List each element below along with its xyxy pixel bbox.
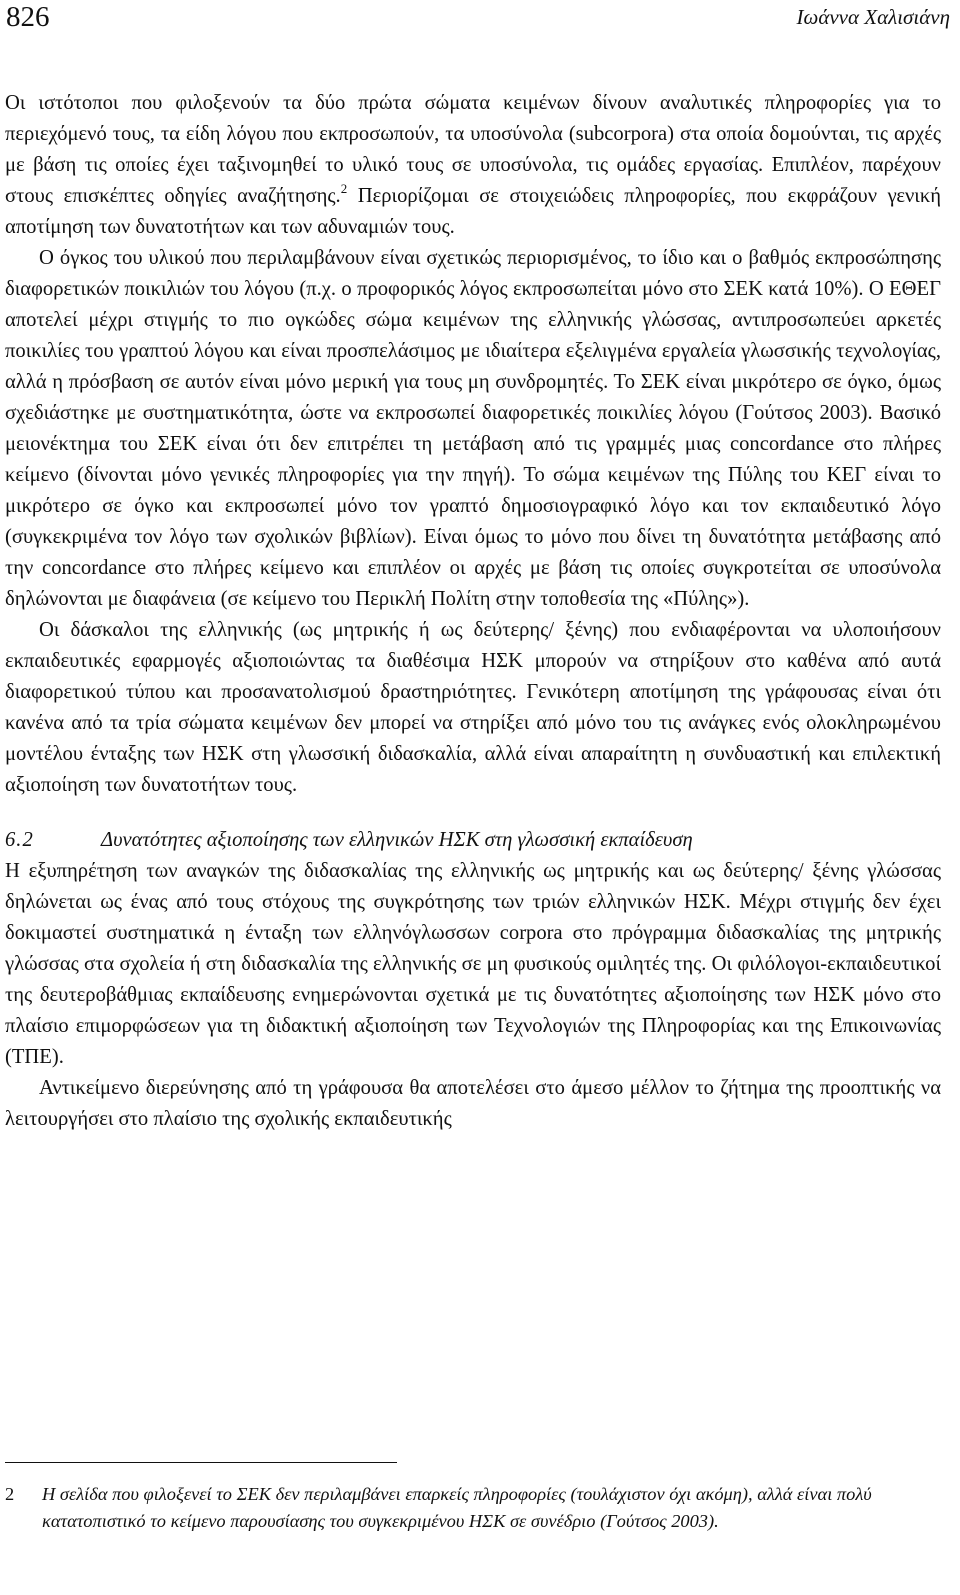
page-header bbox=[6, 0, 950, 40]
paragraph-teachers: Οι δάσκαλοι της ελληνικής (ως μητρικής ή ως δεύτερης/ ξένης) που ενδιαφέρονται να υλοποιήσουν εκπαιδευτικές εφαρμογές αξιοποιώντας τα διαθέσιμα ΗΣΚ μπορούν να στηρίξουν στο καθένα από αυτά διαφορετικού τύπου και προσανατολισμού δραστηριότητες. Γενικότερη αποτίμηση της γράφουσας είναι ότι κανένα από τα τρία σώματα κειμένων δεν μπορεί να στηρίξει από μόνο του τις ανάγκες ενός ολοκληρωμένου μοντέλου ένταξης των ΗΣΚ στη γλωσσική διδασκαλία, αλλά είναι απαραίτητη η συνδυαστική και επιλεκτική αξιοποίηση των δυνατοτήτων τους. bbox=[5, 619, 941, 796]
footnote-reference: 2 bbox=[340, 181, 348, 196]
section-heading bbox=[5, 825, 941, 856]
section-number: 6.2 bbox=[5, 829, 34, 851]
running-head-author: Ιωάννα Χαλισιάνη bbox=[796, 5, 950, 29]
footnote-divider bbox=[5, 1462, 397, 1463]
paragraph-websites bbox=[5, 88, 941, 243]
paragraph-websites-continuation: Περιορίζομαι σε στοιχειώδεις πληροφορίες, που εκφράζουν γενική αποτίμηση των δυνατοτήτων και των αδυναμιών τους. bbox=[5, 185, 941, 238]
paragraph-future-research: Αντικείμενο διερεύνησης από τη γράφουσα θα αποτελέσει στο άμεσο μέλλον το ζήτημα της προοπτικής να λειτουργήσει στο πλαίσιο της σχολικής εκπαιδευτικής bbox=[5, 1077, 941, 1130]
section-title: Δυνατότητες αξιοποίησης των ελληνικών ΗΣΚ στη γλωσσική εκπαίδευση bbox=[101, 829, 693, 851]
page-number: 826 bbox=[6, 1, 50, 33]
footnote bbox=[5, 1481, 915, 1535]
paragraph-websites-text: Οι ιστότοποι που φιλοξενούν τα δύο πρώτα σώματα κειμένων δίνουν αναλυτικές πληροφορίες για το περιεχόμενό τους, τα είδη λόγου που εκπροσωπούν, τα υποσύνολα (subcorpora) στα οποία δομούνται, τις αρχές με βάση τις οποίες έχει ταξινομηθεί το υλικό τους σε υποσύνολα, τις ομάδες εργασίας. Επιπλέον, παρέχουν στους επισκέπτες οδηγίες αναζήτησης. bbox=[5, 92, 941, 207]
footnote-number: 2 bbox=[5, 1484, 15, 1504]
footnote-text: Η σελίδα που φιλοξενεί το ΣΕΚ δεν περιλαμβάνει επαρκείς πληροφορίες (τουλάχιστον όχι ακόμη), αλλά είναι πολύ κατατοπιστικό το κείμενο παρουσίασης του συγκεκριμένου ΗΣΚ σε συνέδριο (Γούτσος 2003). bbox=[42, 1484, 872, 1531]
body-text bbox=[5, 88, 941, 1135]
paragraph-education-needs: Η εξυπηρέτηση των αναγκών της διδασκαλίας της ελληνικής ως μητρικής και ως δεύτερης/ ξένης γλώσσας δηλώνεται ως ένας από τους στόχους της συγκρότησης των τριών ελληνικών ΗΣΚ. Μέχρι στιγμής δεν έχει δοκιμαστεί συστηματικά η ένταξη των ελληνόγλωσσων corpora στο πρόγραμμα διδασκαλίας της μητρικής γλώσσας στα σχολεία ή στη διδασκαλία της ελληνικής σε μη φυσικούς ομιλητές της. Οι φιλόλογοι-εκπαιδευτικοί της δευτεροβάθμιας εκπαίδευσης ενημερώνονται σχετικά με τις δυνατότητες αξιοποίησης των ΗΣΚ μόνο στο πλαίσιο επιμορφώσεων για τη διδακτική αξιοποίηση των Τεχνολογιών της Πληροφορίας και της Επικοινωνίας (ΤΠΕ). bbox=[5, 860, 941, 1068]
paragraph-corpora-comparison: Ο όγκος του υλικού που περιλαμβάνουν είναι σχετικώς περιορισμένος, το ίδιο και ο βαθμός εκπροσώπησης διαφορετικών ποικιλιών του λόγου (π.χ. ο προφορικός λόγος εκπροσωπείται μόνο στο ΣΕΚ κατά 10%). Ο ΕΘΕΓ αποτελεί μέχρι στιγμής το πιο ογκώδες σώμα κειμένων της ελληνικής γλώσσας, αντιπροσωπεύει αρκετές ποικιλίες του γραπτού λόγου και είναι προσπελάσιμος με ιδιαίτερα εξελιγμένα εργαλεία γλωσσικής τεχνολογίας, αλλά η πρόσβαση σε αυτόν είναι μόνο μερική για τους μη συνδρομητές. Το ΣΕΚ είναι μικρότερο σε όγκο, όμως σχεδιάστηκε με συστηματικότητα, ώστε να εκπροσωπεί διαφορετικές ποικιλίες λόγου (Γούτσος 2003). Βασικό μειονέκτημα του ΣΕΚ είναι ότι δεν επιτρέπει τη μετάβαση από τις γραμμές μιας concordance στο πλήρες κείμενο (δίνονται μόνο γενικές πληροφορίες για την πηγή). Το σώμα κειμένων της Πύλης του ΚΕΓ είναι το μικρότερο σε όγκο και εκπροσωπεί μόνο τον γραπτό δημοσιογραφικό λόγο και τον εκπαιδευτικό λόγο (συγκεκριμένα τον λόγο των σχολικών βιβλίων). Είναι όμως το μόνο που δίνει τη δυνατότητα μετάβασης από την concordance στο πλήρες κείμενο και επιπλέον οι αρχές με βάση τις οποίες συγκροτείται σε υποσύνολα δηλώνονται με διαφάνεια (σε κείμενο του Περικλή Πολίτη στην τοποθεσία της «Πύλης»). bbox=[5, 247, 941, 610]
